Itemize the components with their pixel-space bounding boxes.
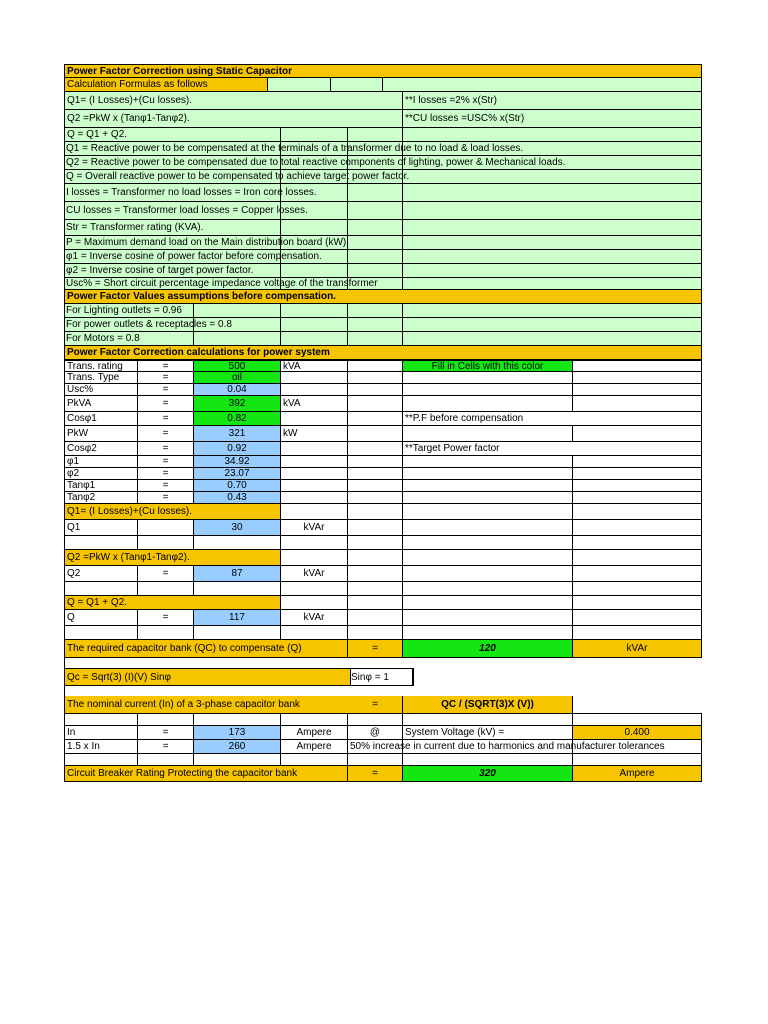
calc-label: Tanφ2 bbox=[64, 492, 138, 503]
calc-value: 34.92 bbox=[194, 456, 281, 467]
calc-heading: Power Factor Correction calculations for power system bbox=[64, 346, 702, 359]
calc-eq: = bbox=[138, 426, 194, 441]
calc-eq: = bbox=[138, 372, 194, 383]
calc-eq: = bbox=[138, 396, 194, 411]
calc-row bbox=[64, 492, 702, 504]
calc-row bbox=[64, 456, 702, 468]
calc-label: Cosφ1 bbox=[64, 412, 138, 425]
circuit-breaker-label: Circuit Breaker Rating Protecting the capacitor bank bbox=[64, 766, 348, 781]
required-capacitor-value: 120 bbox=[403, 640, 573, 657]
calc-unit bbox=[281, 372, 348, 383]
calc-row bbox=[64, 480, 702, 492]
q-unit: kVAr bbox=[281, 610, 348, 625]
calc-label: φ2 bbox=[64, 468, 138, 479]
assumption-row bbox=[64, 318, 702, 332]
q-result-row bbox=[64, 610, 702, 626]
q2-formula-row bbox=[64, 110, 702, 128]
q1-value: 30 bbox=[194, 520, 281, 535]
definition-row bbox=[64, 220, 702, 236]
calc-value: 0.43 bbox=[194, 492, 281, 503]
required-capacitor-row bbox=[64, 640, 702, 658]
q1-formula-row bbox=[64, 92, 702, 110]
calc-label: Cosφ2 bbox=[64, 442, 138, 455]
sin-note: Sinφ = 1 bbox=[351, 668, 414, 686]
calc-row bbox=[64, 396, 702, 412]
calc-value[interactable]: 0.82 bbox=[194, 412, 281, 425]
definition-text: Usc% = Short circuit percentage impedance voltage of the transformer bbox=[66, 278, 378, 289]
calc-eq: = bbox=[138, 456, 194, 467]
calc-value: 0.04 bbox=[194, 384, 281, 395]
calc-value[interactable]: 500 bbox=[194, 361, 281, 371]
definition-text: Str = Transformer rating (KVA). bbox=[66, 222, 204, 233]
q1-unit: kVAr bbox=[281, 520, 348, 535]
definition-row bbox=[64, 156, 702, 170]
required-capacitor-unit: kVAr bbox=[573, 640, 702, 657]
calc-note: **P.F before compensation bbox=[403, 412, 702, 425]
qc-formula: Qc = Sqrt(3) (I)(V) Sinφ bbox=[64, 668, 351, 686]
assumption-row bbox=[64, 332, 702, 346]
calc-row bbox=[64, 426, 702, 442]
definition-text: Q2 = Reactive power to be compensated due to total reactive components of lighting, power & Mechanical loads. bbox=[66, 157, 566, 168]
calc-eq: = bbox=[138, 480, 194, 491]
calc-unit: kVA bbox=[281, 396, 348, 411]
q2-eq: = bbox=[138, 566, 194, 581]
calc-note: **Target Power factor bbox=[403, 442, 702, 455]
calc-eq: = bbox=[138, 492, 194, 503]
calc-label: φ1 bbox=[64, 456, 138, 467]
q2-result-row bbox=[64, 566, 702, 582]
in15-label: 1.5 x In bbox=[64, 740, 138, 753]
formulas-heading-row bbox=[64, 78, 702, 92]
assumption-text: For Motors = 0.8 bbox=[66, 333, 140, 344]
q-formula-label: Q = Q1 + Q2. bbox=[64, 596, 281, 609]
circuit-breaker-row bbox=[64, 766, 702, 782]
definition-row bbox=[64, 278, 702, 290]
nominal-current-eq: = bbox=[348, 696, 403, 713]
calc-eq: = bbox=[138, 468, 194, 479]
calc-eq: = bbox=[138, 442, 194, 455]
nominal-current-row bbox=[64, 696, 702, 714]
definition-text: Q = Overall reactive power to be compensated to achieve target power factor. bbox=[66, 171, 410, 182]
page-title: Power Factor Correction using Static Capacitor bbox=[64, 65, 702, 77]
q-label-row bbox=[64, 596, 702, 610]
definition-text: CU losses = Transformer load losses = Copper losses. bbox=[66, 205, 308, 216]
calc-eq: = bbox=[138, 412, 194, 425]
definition-row bbox=[64, 202, 702, 220]
title-row bbox=[64, 64, 702, 78]
in-label: In bbox=[64, 726, 138, 739]
q2-formula: Q2 =PkW x (Tanφ1-Tanφ2). bbox=[64, 110, 403, 127]
definition-text: I losses = Transformer no load losses = Iron core losses. bbox=[66, 187, 317, 198]
definition-row bbox=[64, 250, 702, 264]
calc-label: Usc% bbox=[64, 384, 138, 395]
calc-value[interactable]: oil bbox=[194, 372, 281, 383]
circuit-breaker-value: 320 bbox=[403, 766, 573, 781]
calc-unit bbox=[281, 442, 348, 455]
in15-eq: = bbox=[138, 740, 194, 753]
definition-row bbox=[64, 264, 702, 278]
definition-text: P = Maximum demand load on the Main distribution board (kW). bbox=[66, 237, 350, 248]
calc-unit bbox=[281, 456, 348, 467]
q2-unit: kVAr bbox=[281, 566, 348, 581]
q2-formula-label: Q2 =PkW x (Tanφ1-Tanφ2). bbox=[64, 550, 281, 565]
calc-value: 321 bbox=[194, 426, 281, 441]
definition-row bbox=[64, 142, 702, 156]
in15-row bbox=[64, 740, 702, 754]
q1-formula-label: Q1= (I Losses)+(Cu losses). bbox=[64, 504, 281, 519]
circuit-breaker-unit: Ampere bbox=[573, 766, 702, 781]
in-value: 173 bbox=[194, 726, 281, 739]
q2-label: Q2 bbox=[64, 566, 138, 581]
calc-row bbox=[64, 468, 702, 480]
q2-value: 87 bbox=[194, 566, 281, 581]
nominal-current-label: The nominal current (In) of a 3-phase capacitor bank bbox=[64, 696, 348, 713]
calc-eq: = bbox=[138, 361, 194, 371]
calc-unit bbox=[281, 412, 348, 425]
required-capacitor-label: The required capacitor bank (QC) to compensate (Q) bbox=[64, 640, 348, 657]
calc-row bbox=[64, 412, 702, 426]
q1-label-row bbox=[64, 504, 702, 520]
system-voltage-value[interactable]: 0.400 bbox=[573, 726, 702, 739]
q-label: Q bbox=[64, 610, 138, 625]
calc-eq: = bbox=[138, 384, 194, 395]
calc-row bbox=[64, 360, 702, 372]
in-eq: = bbox=[138, 726, 194, 739]
calc-label: Trans. rating bbox=[64, 361, 138, 371]
assumption-text: For Lighting outlets = 0.96 bbox=[66, 305, 182, 316]
q-value: 117 bbox=[194, 610, 281, 625]
calc-label: PkW bbox=[64, 426, 138, 441]
q1-formula: Q1= (I Losses)+(Cu losses). bbox=[64, 92, 403, 109]
nominal-current-formula: QC / (SQRT(3)X (V)) bbox=[403, 696, 573, 713]
calc-unit bbox=[281, 492, 348, 503]
calc-label: PkVA bbox=[64, 396, 138, 411]
cu-losses-note: **CU losses =USC% x(Str) bbox=[403, 110, 702, 127]
circuit-breaker-eq: = bbox=[348, 766, 403, 781]
q-formula: Q = Q1 + Q2. bbox=[64, 128, 281, 141]
definition-text: φ2 = Inverse cosine of target power factor. bbox=[66, 265, 254, 276]
calc-label: Trans. Type bbox=[64, 372, 138, 383]
calc-value: 0.70 bbox=[194, 480, 281, 491]
required-capacitor-eq: = bbox=[348, 640, 403, 657]
q1-result-row bbox=[64, 520, 702, 536]
definition-row bbox=[64, 170, 702, 184]
in15-unit: Ampere bbox=[281, 740, 348, 753]
assumption-row bbox=[64, 304, 702, 318]
definition-text: φ1 = Inverse cosine of power factor before compensation. bbox=[66, 251, 322, 262]
definition-row bbox=[64, 184, 702, 202]
in-at: @ bbox=[348, 726, 403, 739]
calc-row bbox=[64, 442, 702, 456]
definition-row bbox=[64, 236, 702, 250]
calc-value: 23.07 bbox=[194, 468, 281, 479]
in-row bbox=[64, 726, 702, 740]
spreadsheet bbox=[64, 64, 702, 782]
calc-label: Tanφ1 bbox=[64, 480, 138, 491]
assumption-text: For power outlets & receptacles = 0.8 bbox=[66, 319, 232, 330]
calc-unit: kW bbox=[281, 426, 348, 441]
q2-label-row bbox=[64, 550, 702, 566]
calc-unit bbox=[281, 468, 348, 479]
calc-row bbox=[64, 384, 702, 396]
formulas-heading: Calculation Formulas as follows bbox=[64, 78, 268, 91]
i-losses-note: **I losses =2% x(Str) bbox=[403, 92, 702, 109]
qc-formula-row bbox=[64, 668, 702, 686]
system-voltage-label: System Voltage (kV) = bbox=[403, 726, 573, 739]
q-eq: = bbox=[138, 610, 194, 625]
calc-unit: kVA bbox=[281, 361, 348, 371]
calc-unit bbox=[281, 384, 348, 395]
calc-value[interactable]: 392 bbox=[194, 396, 281, 411]
in-unit: Ampere bbox=[281, 726, 348, 739]
definition-text: Q1 = Reactive power to be compensated at the terminals of a transformer due to no load & load losses. bbox=[66, 143, 524, 154]
calc-heading-row bbox=[64, 346, 702, 360]
harmonics-note: 50% increase in current due to harmonics and manufacturer tolerances bbox=[350, 741, 665, 752]
calc-row bbox=[64, 372, 702, 384]
in15-value: 260 bbox=[194, 740, 281, 753]
fill-color-note: Fill in Cells with this color bbox=[403, 361, 573, 371]
calc-value: 0.92 bbox=[194, 442, 281, 455]
q-formula-row bbox=[64, 128, 702, 142]
assumptions-heading-row bbox=[64, 290, 702, 304]
assumptions-heading: Power Factor Values assumptions before compensation. bbox=[64, 290, 702, 303]
calc-unit bbox=[281, 480, 348, 491]
q1-label: Q1 bbox=[64, 520, 138, 535]
